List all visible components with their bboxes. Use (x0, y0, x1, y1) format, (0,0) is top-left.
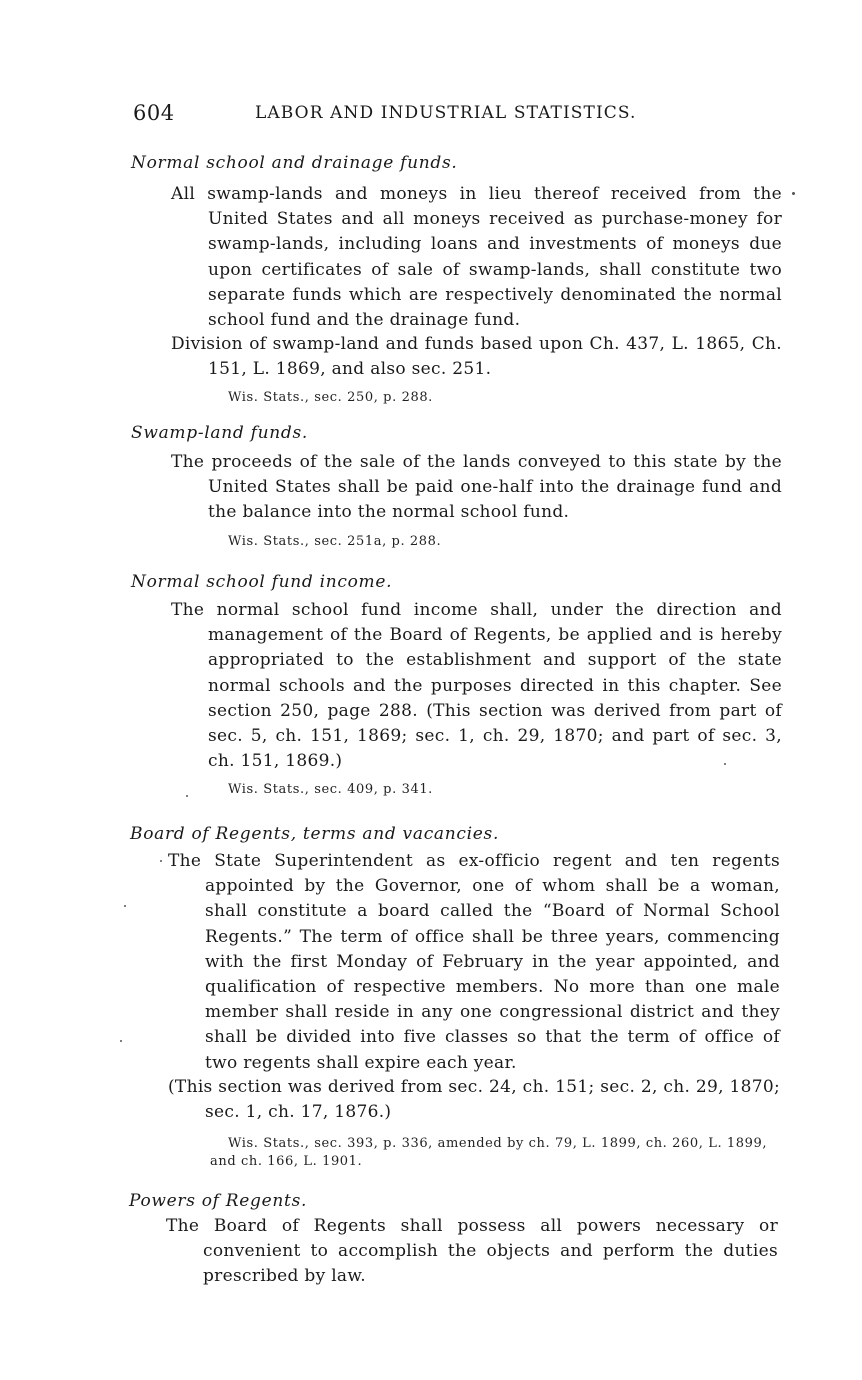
section-paragraph: All swamp-lands and moneys in lieu thereof received from the United States and all moneys received as purchase-money for swamp-lands, including loans and investments of moneys due upon certificates of sale of swamp-lands, shall constitute two separate funds which are respectively denominated the normal school fund and the drainage fund. (171, 184, 782, 331)
section-paragraph: The Board of Regents shall possess all powers necessary or convenient to accomplish the objects and perform the duties prescribed by law. (166, 1216, 778, 1287)
citation: Wis. Stats., sec. 409, p. 341. (228, 782, 433, 797)
scan-speck (186, 795, 188, 797)
citation: Wis. Stats., sec. 251a, p. 288. (228, 534, 442, 549)
section-paragraph: The normal school fund income shall, under the direction and management of the Board of Regents, be applied and is hereby appropriated to the establishment and support of the state normal schools and the purposes directed in this chapter. See section 250, page 288. (This section was derived from part of sec. 5, ch. 151, 1869; sec. 1, ch. 29, 1870; and part of sec. 3, ch. 151, 1869.) (171, 600, 782, 772)
section-paragraph: The State Superintendent as ex-officio regent and ten regents appointed by the Governor, one of whom shall be a woman, shall constitute a board called the “Board of Normal School Regents.” The term of office shall be three years, commencing with the first Monday of February in the year appointed, and qualification of respective members. No more than one male member shall reside in any one congressional district and they shall be divided into five classes so that the term of office of two regents shall expire each year. (168, 851, 780, 1073)
section-heading: Swamp-land funds. (131, 423, 308, 443)
scan-speck (160, 860, 162, 862)
scan-speck (124, 905, 126, 907)
citation: Wis. Stats., sec. 250, p. 288. (228, 390, 433, 405)
scan-speck (724, 763, 726, 765)
section-heading: Normal school fund income. (131, 572, 393, 592)
section-paragraph: The proceeds of the sale of the lands conveyed to this state by the United States shall be paid one-half into the drainage fund and the balance into the normal school fund. (171, 452, 782, 523)
page-number: 604 (133, 101, 175, 125)
running-title: LABOR AND INDUSTRIAL STATISTICS. (255, 103, 637, 123)
citation: Wis. Stats., sec. 393, p. 336, amended by ch. 79, L. 1899, ch. 260, L. 1899, and ch. 166, L. 1901. (210, 1136, 768, 1169)
section-paragraph: Division of swamp-land and funds based upon Ch. 437, L. 1865, Ch. 151, L. 1869, and also sec. 251. (171, 334, 782, 380)
section-heading: Powers of Regents. (129, 1191, 308, 1211)
scan-speck (120, 1040, 122, 1042)
running-head (133, 101, 663, 131)
section-paragraph: (This section was derived from sec. 24, ch. 151; sec. 2, ch. 29, 1870; sec. 1, ch. 17, 1876.) (168, 1077, 780, 1123)
section-heading: Normal school and drainage funds. (131, 153, 458, 173)
section-heading: Board of Regents, terms and vacancies. (130, 824, 500, 844)
scan-speck (792, 192, 795, 195)
